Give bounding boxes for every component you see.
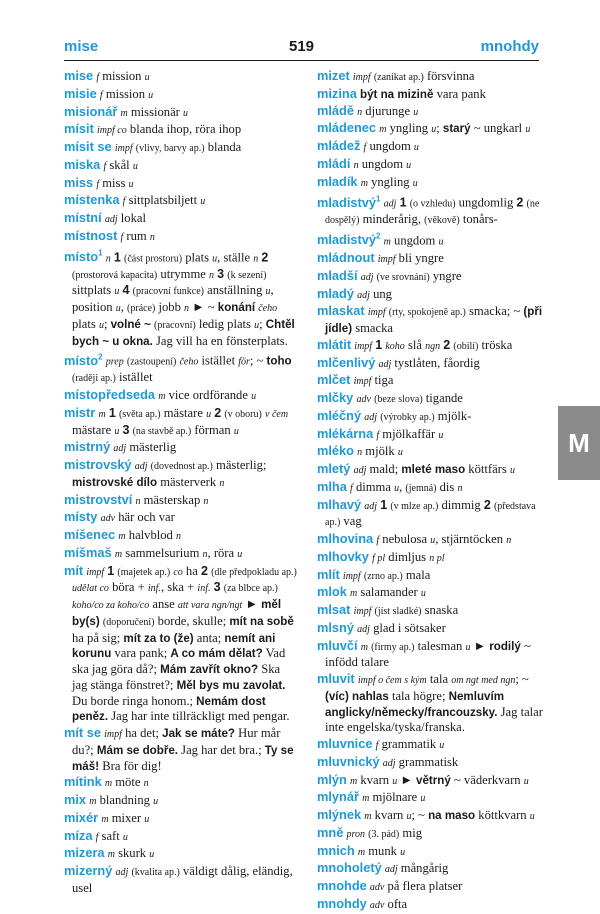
dictionary-entry: míšmaš m sammelsurium n, röra u <box>64 544 243 560</box>
dictionary-entry: mít impf 1 (majetek ap.) co ha 2 (dle předpokladu ap.) udělat co böra + inf., ska + inf. 3 (za blbce ap.) koho/co za koho/co anse att vara ngn/ngt ► měl by(s) (doporučení) borde, skulle; mít na sobě ha på sig; mít za to (že) anta; nemít ani korunu vara pank; A co mám dělat? Vad ska jag göra då?; Mám zavřít okno? Ska jag stänga fönstret?; Měl bys mu zavolat. Du borde ringa honom.; Nemám dost peněz. Jag har inte tillräckligt med pengar. <box>64 562 297 724</box>
dictionary-entry: mléko n mjölk u <box>317 443 403 459</box>
dictionary-entry: mladík m yngling u <box>317 173 418 189</box>
page-header <box>64 38 539 58</box>
dictionary-entry: mládnout impf bli yngre <box>317 250 444 266</box>
dictionary-entry: mlátit impf 1 koho slå ngn 2 (obilí) tröska <box>317 336 513 352</box>
dictionary-entry: mizina být na mizině vara pank <box>317 85 486 101</box>
dictionary-entry: mísit se impf (vlivy, barvy ap.) blanda <box>64 139 242 154</box>
dictionary-entry: mlčky adv (beze slova) tigande <box>317 390 463 406</box>
right-column <box>317 68 551 914</box>
dictionary-entry: mnohdy adv ofta <box>317 895 408 911</box>
dictionary-entry: mlhovina f nebulosa u, stjärntöcken n <box>317 531 512 547</box>
dictionary-entry: mladší adj (ve srovnání) yngre <box>317 267 462 283</box>
dictionary-entry: mlha f dimma u, (jemná) dis n <box>317 478 463 494</box>
dictionary-entry: mně pron (3. pád) mig <box>317 824 423 840</box>
dictionary-entry: miska f skål u <box>64 156 138 172</box>
dictionary-entry: mizera m skurk u <box>64 845 155 861</box>
guide-word-left: mise <box>64 38 99 55</box>
dictionary-entry: mixér m mixer u <box>64 809 150 825</box>
dictionary-entry: mladistvý$^1$ adj 1 (o vzhledu) ungdomlig 2 (ne dospělý) minderårig, (věkově) tonårs- <box>317 194 540 227</box>
dictionary-entry: místenka f sittplatsbiljett u <box>64 192 206 208</box>
dictionary-entry: mlsný adj glad i sötsaker <box>317 619 446 635</box>
dictionary-entry: misie f mission u <box>64 85 154 101</box>
dictionary-entry: mizerný adj (kvalita ap.) väldigt dålig, eländig, usel <box>64 863 293 895</box>
dictionary-entry: mlaskat impf (rty, spokojeně ap.) smacka; ~ (při jídle) smacka <box>317 303 543 336</box>
thumb-index-tab: M <box>558 406 600 480</box>
dictionary-entry: místní adj lokal <box>64 210 146 225</box>
dictionary-entry: mládež f ungdom u <box>317 138 419 153</box>
dictionary-entry: místopředseda m vice ordförande u <box>64 387 257 403</box>
dictionary-entry: místy adv här och var <box>64 509 175 525</box>
dictionary-entry: mlékárna f mjölkaffär u <box>317 425 444 441</box>
dictionary-entry: mistrný adj mästerlig <box>64 439 177 455</box>
dictionary-entry: mlčet impf tiga <box>317 372 394 388</box>
dictionary-entry: mluvnice f grammatik u <box>317 736 445 752</box>
dictionary-entry: mládí n ungdom u <box>317 155 412 171</box>
dictionary-entry: mít se impf ha det; Jak se máte? Hur mår du?; Mám se dobře. Jag har det bra.; Ty se máš! Bra för dig! <box>64 725 294 773</box>
dictionary-entry: misionář m missionär u <box>64 103 189 119</box>
header-rule <box>64 60 539 61</box>
dictionary-entry: míšenec m halvblod n <box>64 527 181 543</box>
dictionary-entry: míza f saft u <box>64 827 128 843</box>
dictionary-entry: mlít impf (zrno ap.) mala <box>317 566 431 582</box>
left-column <box>64 68 298 897</box>
dictionary-entry: mix m blandning u <box>64 792 159 808</box>
dictionary-entry: mistr m 1 (světa ap.) mästare u 2 (v oboru) v čem mästare u 3 (na stavbě ap.) förman u <box>64 404 289 437</box>
dictionary-entry: mlýnek m kvarn u; ~ na maso köttkvarn u <box>317 807 535 823</box>
dictionary-entry: mnohde adv på flera platser <box>317 878 463 894</box>
dictionary-entry: mistrovský adj (dovednost ap.) mästerlig; mistrovské dílo mästerverk n <box>64 457 267 489</box>
dictionary-entry: mládě n djurunge u <box>317 102 419 118</box>
dictionary-entry: mlsat impf (jíst sladké) snaska <box>317 602 459 618</box>
dictionary-entry: mítink m möte n <box>64 774 149 790</box>
dictionary-entry: místnost f rum n <box>64 227 155 243</box>
dictionary-entry: mlýn m kvarn u ► větrný ~ väderkvarn u <box>317 771 529 787</box>
dictionary-entry: mletý adj mald; mleté maso köttfärs u <box>317 461 515 477</box>
dictionary-entry: miss f miss u <box>64 174 134 190</box>
dictionary-entry: mise f mission u <box>64 68 150 83</box>
dictionary-entry: mlčenlivý adj tystlåten, fåordig <box>317 354 480 370</box>
dictionary-entry: mnoholetý adj mångårig <box>317 860 449 876</box>
dictionary-entry: mluvnický adj grammatisk <box>317 753 459 769</box>
dictionary-entry: místo$^1$ n 1 (část prostoru) plats u, ställe n 2 (prostorová kapacita) utrymme n 3 (k sezení) sittplats u 4 (pracovní funkce) anställning u, position u, (práce) jobb n ► ~ konání čeho plats u; volné ~ (pracovní) ledig plats u; Chtěl bych ~ u okna. Jag vill ha en fönsterplats. <box>64 248 295 348</box>
dictionary-entry: mnich m munk u <box>317 842 406 858</box>
dictionary-entry: mísit impf co blanda ihop, röra ihop <box>64 121 242 137</box>
dictionary-entry: mládenec m yngling u; starý ~ ungkarl u <box>317 120 531 136</box>
dictionary-entry: mléčný adj (výrobky ap.) mjölk- <box>317 407 472 423</box>
dictionary-entry: mistrovství n mästerskap n <box>64 491 209 507</box>
dictionary-entry: mladistvý$^2$ m ungdom u <box>317 232 444 248</box>
dictionary-entry: mlynář m mjölnare u <box>317 789 426 805</box>
dictionary-entry: mladý adj ung <box>317 285 392 301</box>
dictionary-entry: mlok m salamander u <box>317 584 426 600</box>
dictionary-entry: místo$^2$ prep (zastoupení) čeho istället för; ~ toho (raději ap.) istället <box>64 352 292 385</box>
page-number: 519 <box>288 38 315 55</box>
dictionary-entry: mluvčí m (firmy ap.) talesman u ► rodilý ~ infödd talare <box>317 637 531 670</box>
dictionary-entry: mlhavý adj 1 (v mlze ap.) dimmig 2 (představa ap.) vag <box>317 496 536 529</box>
guide-word-right: mnohdy <box>480 38 539 55</box>
dictionary-entry: mluvit impf o čem s kým tala om ngt med ngn; ~ (víc) nahlas tala högre; Nemluvím anglicky/německy/francouzsky. Jag talar inte engelska/tyska/franska. <box>317 671 543 735</box>
dictionary-entry: mlhovky f pl dimljus n pl <box>317 548 445 564</box>
dictionary-entry: mizet impf (zanikat ap.) försvinna <box>317 68 475 83</box>
